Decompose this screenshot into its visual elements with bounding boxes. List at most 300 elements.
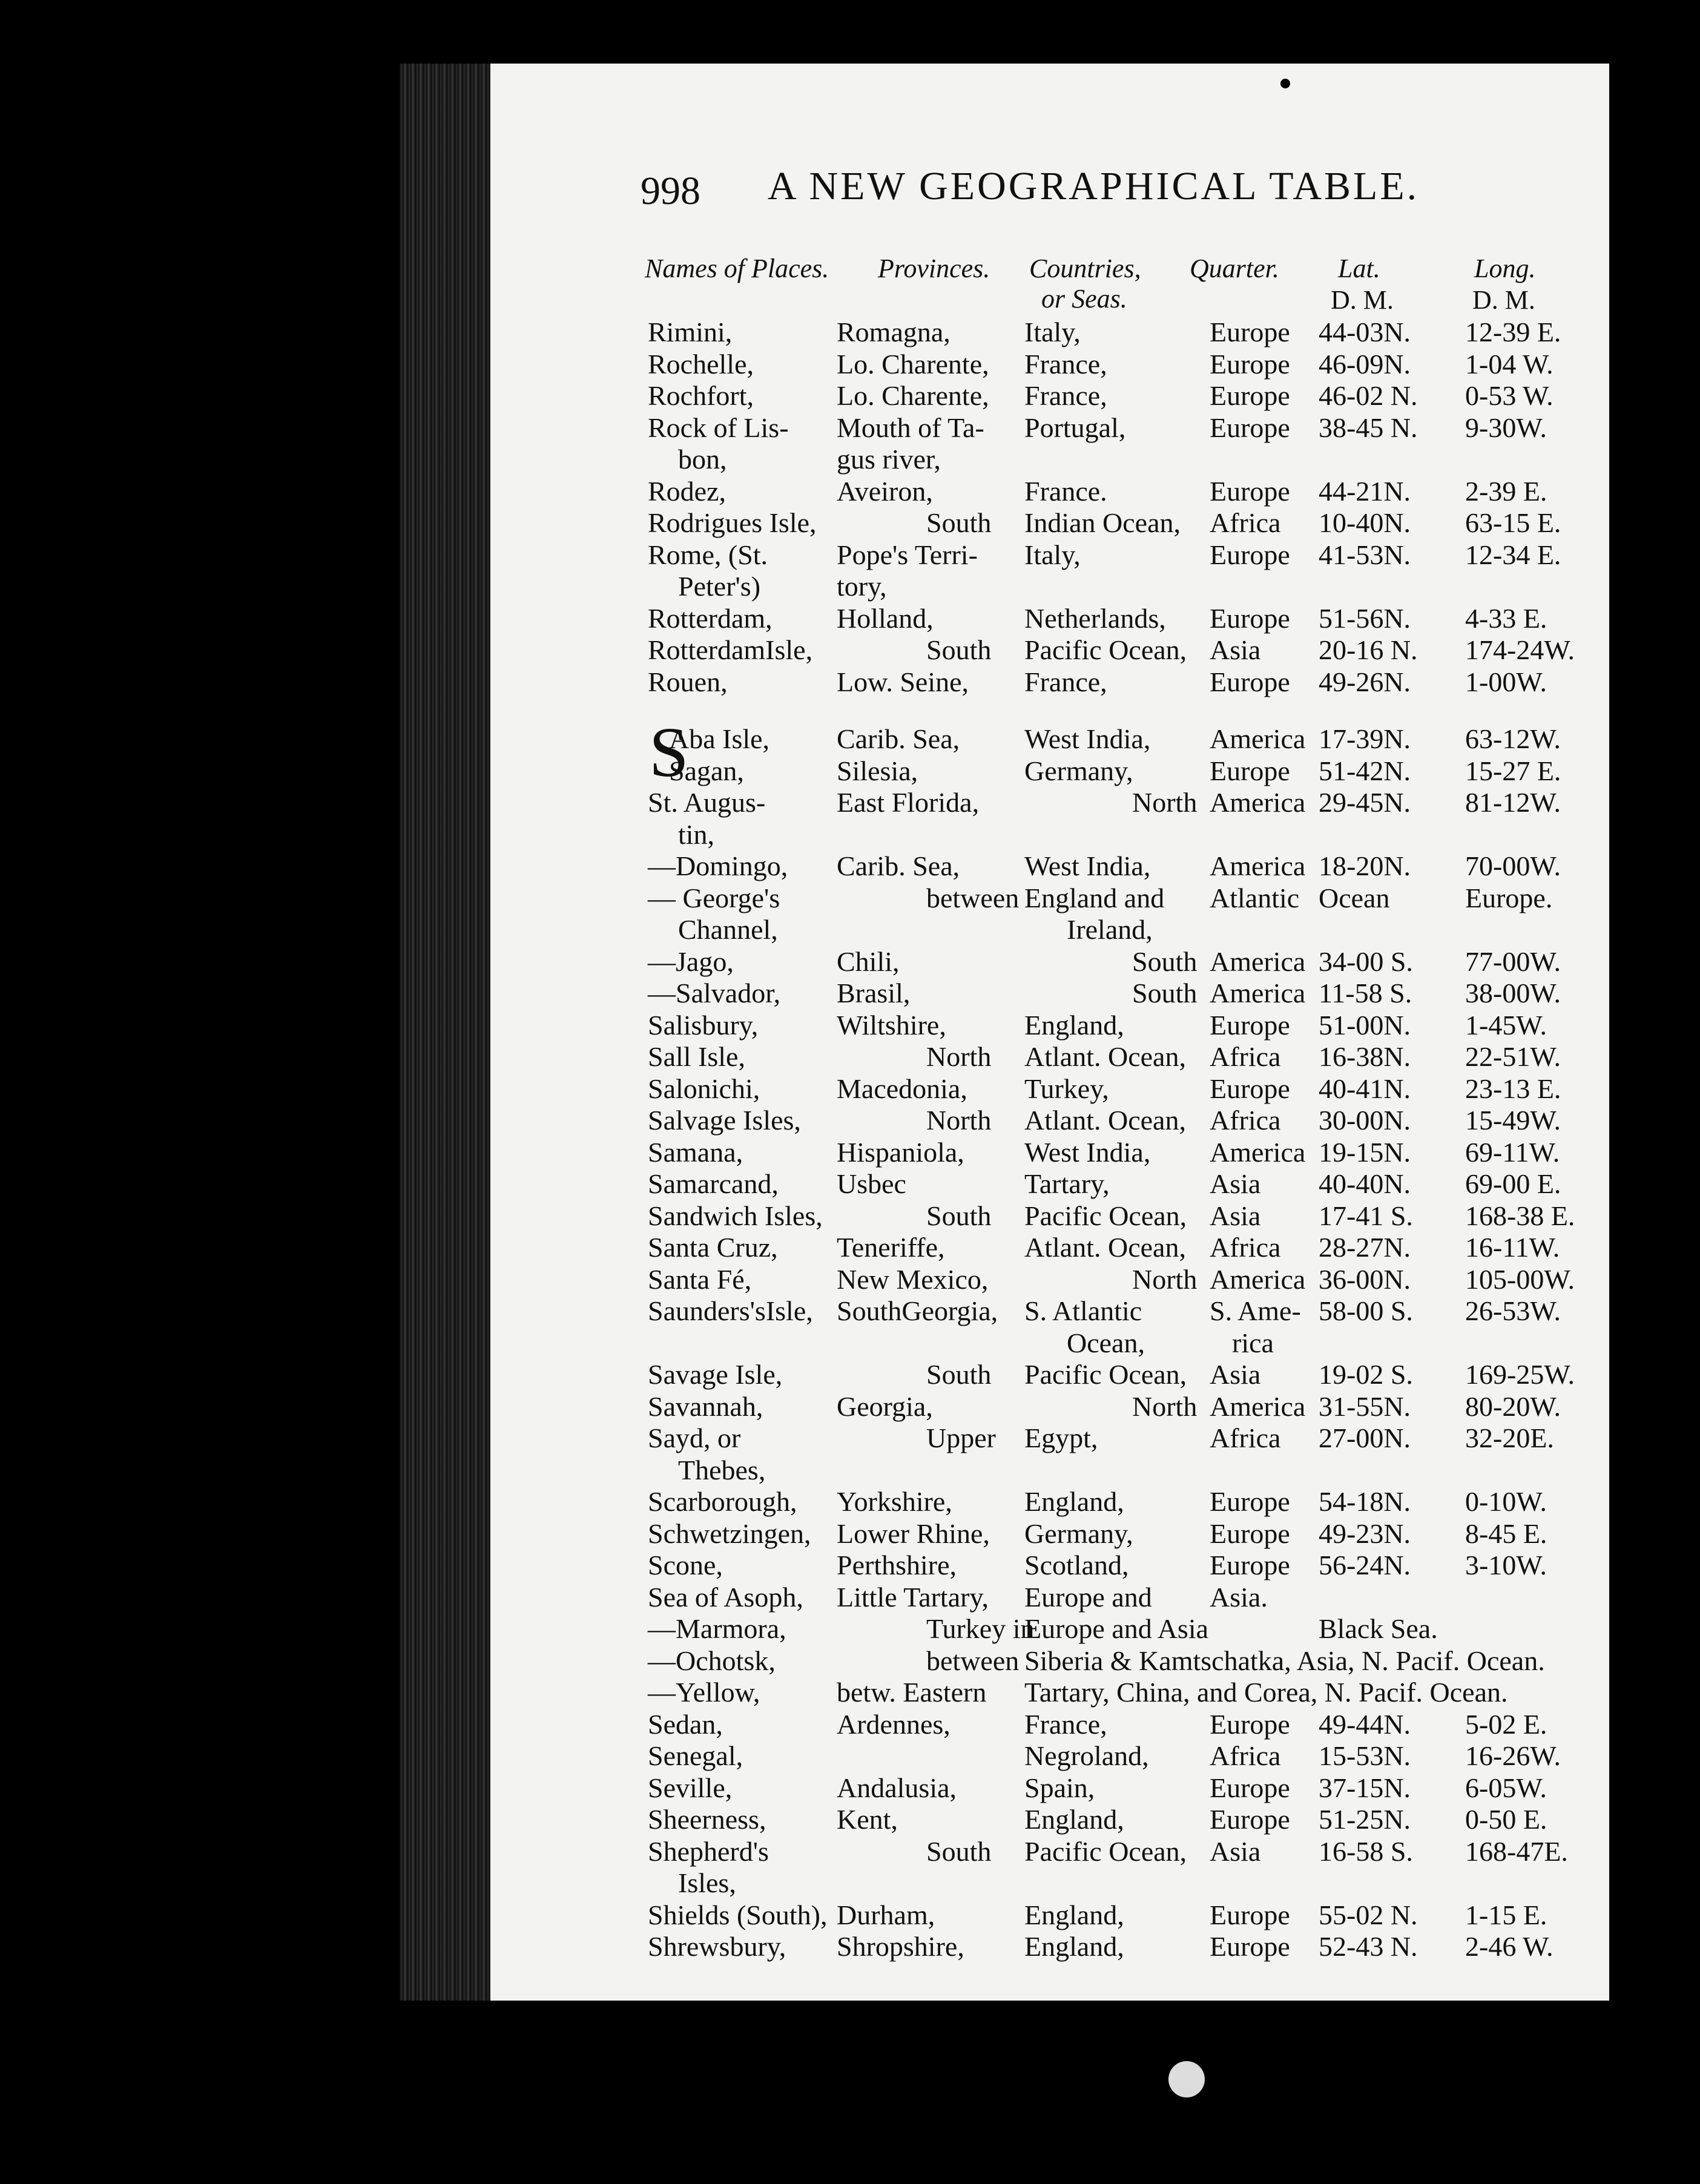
cell-quarter: Europe xyxy=(1210,539,1290,570)
cell-lat: 46-09N. xyxy=(1319,349,1411,380)
cell-quarter: Asia xyxy=(1210,634,1261,665)
cell-province: Mouth of Ta- xyxy=(837,412,984,443)
table-row xyxy=(0,348,1700,381)
cell-long: 0-50 E. xyxy=(1465,1804,1547,1835)
cell-place: Rock of Lis- xyxy=(648,412,789,443)
table-row xyxy=(0,380,1700,412)
table-row xyxy=(0,1835,1700,1868)
table-row xyxy=(0,1485,1700,1518)
cell-country: France, xyxy=(1024,1709,1107,1740)
cell-province: betw. Eastern xyxy=(837,1677,987,1708)
cell-place: Salvage Isles, xyxy=(648,1105,801,1136)
cell-place: Aba Isle, xyxy=(669,723,770,754)
cell-long: 169-25W. xyxy=(1465,1359,1575,1390)
cell-long: 1-04 W. xyxy=(1465,349,1553,380)
cell-province: South xyxy=(926,634,992,665)
cell-province: Georgia, xyxy=(837,1391,933,1422)
cell-lat: 38-45 N. xyxy=(1319,412,1418,443)
cell-place: Rochelle, xyxy=(648,349,754,380)
cell-place: Rotterdam, xyxy=(648,603,773,634)
cell-long: 81-12W. xyxy=(1465,787,1561,818)
cell-lat: 40-41N. xyxy=(1319,1073,1411,1104)
table-row xyxy=(0,786,1700,819)
cell-lat: 44-21N. xyxy=(1319,476,1411,507)
cell-country: Germany, xyxy=(1024,1518,1133,1549)
cell-country: Germany, xyxy=(1024,755,1133,786)
cell-lat: 20-16 N. xyxy=(1319,634,1418,665)
cell-province: Pope's Terri- xyxy=(837,539,978,570)
cell-quarter: Europe xyxy=(1210,380,1290,411)
cell-lat: 16-58 S. xyxy=(1319,1836,1413,1867)
cell-place: Channel, xyxy=(678,914,778,945)
cell-lat: 16-38N. xyxy=(1319,1041,1411,1072)
cell-place: —Salvador, xyxy=(648,978,781,1008)
cell-place: Seville, xyxy=(648,1772,733,1803)
cell-lat: 52-43 N. xyxy=(1319,1931,1418,1962)
cell-place: Savage Isle, xyxy=(648,1359,783,1390)
cell-lat: 18-20N. xyxy=(1319,850,1411,881)
cell-quarter: America xyxy=(1210,787,1306,818)
cell-quarter: Asia xyxy=(1210,1359,1261,1390)
cell-province: Perthshire, xyxy=(837,1550,957,1580)
cell-province: South xyxy=(926,1200,992,1231)
cell-place: Santa Cruz, xyxy=(648,1232,778,1263)
cell-long: 16-11W. xyxy=(1465,1232,1560,1263)
cell-place: Rouen, xyxy=(648,666,728,697)
cell-lat: 17-41 S. xyxy=(1319,1200,1413,1231)
header-countries-2: or Seas. xyxy=(1041,284,1127,314)
cell-place: Isles, xyxy=(678,1867,736,1898)
table-row xyxy=(0,666,1700,699)
cell-province: gus river, xyxy=(837,444,941,475)
cell-country: Scotland, xyxy=(1024,1550,1129,1580)
cell-lat: 58-00 S. xyxy=(1319,1295,1413,1326)
cell-province: Holland, xyxy=(837,603,934,634)
cell-quarter: America xyxy=(1210,978,1306,1008)
cell-province: Lo. Charente, xyxy=(837,349,989,380)
cell-quarter: America xyxy=(1210,1264,1306,1295)
table-row xyxy=(0,1104,1700,1137)
cell-quarter: Africa xyxy=(1210,1423,1281,1453)
cell-lat: 49-23N. xyxy=(1319,1518,1411,1549)
cell-long: 168-47E. xyxy=(1465,1836,1568,1867)
cell-lat: 51-42N. xyxy=(1319,755,1411,786)
cell-long: 168-38 E. xyxy=(1465,1200,1575,1231)
header-long: Long. xyxy=(1474,254,1536,283)
cell-lat: 51-56N. xyxy=(1319,603,1411,634)
table-row xyxy=(0,1295,1700,1327)
cell-country: England, xyxy=(1024,1804,1124,1835)
cell-country: Egypt, xyxy=(1024,1423,1098,1453)
cell-place: RotterdamIsle, xyxy=(648,634,813,665)
cell-quarter: Europe xyxy=(1210,317,1290,347)
cell-place: Scone, xyxy=(648,1550,723,1580)
cell-place: Samarcand, xyxy=(648,1168,779,1199)
cell-place: Rochfort, xyxy=(648,380,754,411)
table-row xyxy=(0,818,1700,851)
table-row xyxy=(0,1930,1700,1963)
table-row xyxy=(0,1549,1700,1582)
cell-quarter: Europe xyxy=(1210,1010,1290,1041)
cell-country: Italy, xyxy=(1024,317,1081,347)
cell-quarter: Africa xyxy=(1210,1740,1281,1771)
cell-long: 22-51W. xyxy=(1465,1041,1561,1072)
table-row xyxy=(0,1231,1700,1264)
table-row xyxy=(0,1168,1700,1200)
cell-country: Italy, xyxy=(1024,539,1081,570)
cell-province: Romagna, xyxy=(837,317,950,347)
cell-long: 70-00W. xyxy=(1465,850,1561,881)
cell-quarter: Europe xyxy=(1210,1899,1290,1930)
cell-place: Salisbury, xyxy=(648,1010,759,1041)
cell-country: France, xyxy=(1024,380,1107,411)
cell-place: Santa Fé, xyxy=(648,1264,752,1295)
cell-quarter: Asia xyxy=(1210,1168,1261,1199)
cell-quarter: Europe xyxy=(1210,1073,1290,1104)
cell-lat: 46-02 N. xyxy=(1319,380,1418,411)
table-row xyxy=(0,946,1700,978)
cell-country: Tartary, xyxy=(1024,1168,1110,1199)
cell-lat: 10-40N. xyxy=(1319,507,1411,538)
drop-cap: S xyxy=(649,712,689,792)
cell-country: England and xyxy=(1024,883,1165,913)
cell-long: 0-53 W. xyxy=(1465,380,1553,411)
cell-lat: 31-55N. xyxy=(1319,1391,1411,1422)
cell-long: 15-27 E. xyxy=(1465,755,1561,786)
cell-lat: 41-53N. xyxy=(1319,539,1411,570)
running-head: A NEW GEOGRAPHICAL TABLE. xyxy=(768,164,1420,208)
cell-lat: 19-02 S. xyxy=(1319,1359,1413,1390)
cell-country: South xyxy=(1132,978,1198,1008)
cell-lat: 28-27N. xyxy=(1319,1232,1411,1263)
table-row xyxy=(0,539,1700,571)
cell-long: 32-20E. xyxy=(1465,1423,1554,1453)
cell-long: 12-34 E. xyxy=(1465,539,1561,570)
cell-province: Durham, xyxy=(837,1899,935,1930)
cell-province: North xyxy=(926,1105,992,1136)
cell-province: New Mexico, xyxy=(837,1264,989,1295)
cell-quarter: Atlantic xyxy=(1210,883,1300,913)
table-row xyxy=(0,1518,1700,1550)
table-row xyxy=(0,1422,1700,1455)
cell-lat: 34-00 S. xyxy=(1319,946,1413,977)
cell-province: tory, xyxy=(837,571,887,602)
cell-place: Rodez, xyxy=(648,476,726,507)
cell-lat: 56-24N. xyxy=(1319,1550,1411,1580)
cell-country: Portugal, xyxy=(1024,412,1126,443)
cell-lat: 37-15N. xyxy=(1319,1772,1411,1803)
cell-long: 1-15 E. xyxy=(1465,1899,1547,1930)
cell-province: Chili, xyxy=(837,946,900,977)
cell-country: S. Atlantic xyxy=(1024,1295,1142,1326)
table-row xyxy=(0,634,1700,666)
table-row xyxy=(0,755,1700,788)
cell-quarter: America xyxy=(1210,723,1306,754)
table-row xyxy=(0,1803,1700,1836)
table-row xyxy=(0,475,1700,508)
cell-quarter: Europe xyxy=(1210,476,1290,507)
cell-long: 2-39 E. xyxy=(1465,476,1547,507)
table-row xyxy=(0,1867,1700,1899)
cell-quarter: America xyxy=(1210,850,1306,881)
cell-province: Teneriffe, xyxy=(837,1232,945,1263)
cell-province: Andalusia, xyxy=(837,1772,957,1803)
cell-country: North xyxy=(1132,1264,1198,1295)
header-names: Names of Places. xyxy=(645,254,829,283)
cell-country: Spain, xyxy=(1024,1772,1095,1803)
cell-long: 1-00W. xyxy=(1465,666,1547,697)
cell-country: Ocean, xyxy=(1067,1327,1145,1358)
cell-long: 15-49W. xyxy=(1465,1105,1561,1136)
cell-place: Saunders'sIsle, xyxy=(648,1295,813,1326)
cell-place: Savannah, xyxy=(648,1391,763,1422)
cell-place: Sedan, xyxy=(648,1709,723,1740)
cell-lat: 51-25N. xyxy=(1319,1804,1411,1835)
cell-province: Silesia, xyxy=(837,755,918,786)
cell-province: Carib. Sea, xyxy=(837,723,960,754)
cell-quarter: Asia xyxy=(1210,1200,1261,1231)
cell-place: Shrewsbury, xyxy=(648,1931,786,1962)
cell-quarter: Europe xyxy=(1210,1772,1290,1803)
cell-quarter: Europe xyxy=(1210,1931,1290,1962)
cell-place: St. Augus- xyxy=(648,787,766,818)
table-row xyxy=(0,1613,1700,1645)
cell-province: South xyxy=(926,507,992,538)
cell-lat: 19-15N. xyxy=(1319,1137,1411,1168)
cell-quarter: Europe xyxy=(1210,666,1290,697)
cell-place: —Yellow, xyxy=(648,1677,760,1708)
table-row xyxy=(0,1136,1700,1169)
table-row xyxy=(0,1200,1700,1232)
cell-country: Tartary, China, and Corea, N. Pacif. Ocean. xyxy=(1024,1677,1508,1708)
cell-place: Rome, (St. xyxy=(648,539,768,570)
cell-country: England, xyxy=(1024,1899,1124,1930)
cell-country: Indian Ocean, xyxy=(1024,507,1181,538)
cell-long: 2-46 W. xyxy=(1465,1931,1553,1962)
cell-quarter: rica xyxy=(1232,1327,1274,1358)
cell-province: Hispaniola, xyxy=(837,1137,964,1168)
table-row xyxy=(0,1676,1700,1709)
table-row xyxy=(0,1073,1700,1105)
header-lat-units: D. M. xyxy=(1331,285,1394,315)
cell-province: Wiltshire, xyxy=(837,1010,946,1041)
cell-place: —Ochotsk, xyxy=(648,1645,776,1676)
cell-province: South xyxy=(926,1836,992,1867)
cell-long: 4-33 E. xyxy=(1465,603,1547,634)
cell-country: Europe and Asia xyxy=(1024,1613,1209,1644)
cell-place: Sheerness, xyxy=(648,1804,766,1835)
cell-long: 63-15 E. xyxy=(1465,507,1561,538)
table-row xyxy=(0,1708,1700,1741)
cell-country: Pacific Ocean, xyxy=(1024,1359,1187,1390)
cell-lat: 54-18N. xyxy=(1319,1486,1411,1517)
cell-long: 3-10W. xyxy=(1465,1550,1547,1580)
cell-place: —Jago, xyxy=(648,946,734,977)
table-row xyxy=(0,316,1700,349)
cell-long: 23-13 E. xyxy=(1465,1073,1561,1104)
cell-place: Rodrigues Isle, xyxy=(648,507,817,538)
table-row xyxy=(0,1740,1700,1772)
cell-lat: 49-44N. xyxy=(1319,1709,1411,1740)
cell-lat: 27-00N. xyxy=(1319,1423,1411,1453)
cell-long: 16-26W. xyxy=(1465,1740,1561,1771)
cell-place: Shepherd's xyxy=(648,1836,769,1867)
table-row xyxy=(0,1581,1700,1614)
cell-country: Ireland, xyxy=(1067,914,1153,945)
cell-long: 38-00W. xyxy=(1465,978,1561,1008)
cell-province: Macedonia, xyxy=(837,1073,967,1104)
table-row xyxy=(0,913,1700,946)
cell-lat: 44-03N. xyxy=(1319,317,1411,347)
cell-place: —Marmora, xyxy=(648,1613,786,1644)
cell-province: Lo. Charente, xyxy=(837,380,989,411)
cell-lat: 40-40N. xyxy=(1319,1168,1411,1199)
cell-lat: 17-39N. xyxy=(1319,723,1411,754)
cell-country: England, xyxy=(1024,1486,1124,1517)
cell-country: Atlant. Ocean, xyxy=(1024,1105,1186,1136)
cell-quarter: Europe xyxy=(1210,755,1290,786)
cell-long: 6-05W. xyxy=(1465,1772,1547,1803)
cell-long: 1-45W. xyxy=(1465,1010,1547,1041)
cell-place: —Domingo, xyxy=(648,850,788,881)
cell-place: Sall Isle, xyxy=(648,1041,745,1072)
table-row xyxy=(0,602,1700,635)
cell-quarter: America xyxy=(1210,1137,1306,1168)
cell-place: Scarborough, xyxy=(648,1486,797,1517)
header-long-units: D. M. xyxy=(1472,285,1535,315)
cell-long: 69-11W. xyxy=(1465,1137,1560,1168)
cell-place: Salonichi, xyxy=(648,1073,760,1104)
cell-lat: 36-00N. xyxy=(1319,1264,1411,1295)
cell-country: Negroland, xyxy=(1024,1740,1149,1771)
cell-place: tin, xyxy=(678,819,715,850)
cell-province: between xyxy=(926,883,1020,913)
cell-quarter: Africa xyxy=(1210,1232,1281,1263)
cell-long: 12-39 E. xyxy=(1465,317,1561,347)
cell-quarter: Europe xyxy=(1210,412,1290,443)
cell-country: Pacific Ocean, xyxy=(1024,1200,1187,1231)
cell-province: North xyxy=(926,1041,992,1072)
table-row xyxy=(0,1899,1700,1932)
cell-province: East Florida, xyxy=(837,787,980,818)
cell-place: Schwetzingen, xyxy=(648,1518,811,1549)
cell-country: France. xyxy=(1024,476,1107,507)
cell-quarter: Europe xyxy=(1210,1804,1290,1835)
cell-place: Peter's) xyxy=(678,571,761,602)
cell-long: 0-10W. xyxy=(1465,1486,1547,1517)
cell-place: Sandwich Isles, xyxy=(648,1200,823,1231)
cell-long: 5-02 E. xyxy=(1465,1709,1547,1740)
table-row xyxy=(0,1772,1700,1804)
cell-province: Brasil, xyxy=(837,978,911,1008)
cell-long: 26-53W. xyxy=(1465,1295,1561,1326)
table-row xyxy=(0,882,1700,915)
cell-quarter: Europe xyxy=(1210,1518,1290,1549)
table-row xyxy=(0,1645,1700,1677)
cell-long: 63-12W. xyxy=(1465,723,1561,754)
table-row xyxy=(0,412,1700,444)
table-row xyxy=(0,1263,1700,1296)
cell-province: Carib. Sea, xyxy=(837,850,960,881)
cell-long: 69-00 E. xyxy=(1465,1168,1561,1199)
cell-province: Little Tartary, xyxy=(837,1582,989,1613)
table-row xyxy=(0,1041,1700,1073)
cell-quarter: S. Ame- xyxy=(1210,1295,1301,1326)
cell-lat: 30-00N. xyxy=(1319,1105,1411,1136)
cell-province: Shropshire, xyxy=(837,1931,964,1962)
cell-lat: Black Sea. xyxy=(1319,1613,1438,1644)
cell-lat: 49-26N. xyxy=(1319,666,1411,697)
table-row xyxy=(0,723,1700,755)
cell-long: 80-20W. xyxy=(1465,1391,1561,1422)
cell-place: Rimini, xyxy=(648,317,733,347)
cell-long: 9-30W. xyxy=(1465,412,1547,443)
cell-country: Europe and xyxy=(1024,1582,1152,1613)
cell-lat: 11-58 S. xyxy=(1319,978,1412,1008)
header-provinces: Provinces. xyxy=(878,254,990,283)
table-row xyxy=(0,570,1700,603)
table-row xyxy=(0,850,1700,883)
cell-quarter: Europe xyxy=(1210,349,1290,380)
table-row xyxy=(0,977,1700,1010)
cell-country: West India, xyxy=(1024,850,1151,881)
cell-place: Thebes, xyxy=(678,1455,766,1485)
cell-country: West India, xyxy=(1024,723,1151,754)
cell-country: Pacific Ocean, xyxy=(1024,634,1187,665)
cell-lat: 51-00N. xyxy=(1319,1010,1411,1041)
table-row xyxy=(0,507,1700,539)
table-row xyxy=(0,443,1700,476)
cell-long: 77-00W. xyxy=(1465,946,1561,977)
table-row xyxy=(0,1390,1700,1423)
table-row xyxy=(0,1327,1700,1360)
cell-province: Lower Rhine, xyxy=(837,1518,990,1549)
cell-country: North xyxy=(1132,787,1198,818)
cell-quarter: Africa xyxy=(1210,1041,1281,1072)
cell-place: Senegal, xyxy=(648,1740,743,1771)
cell-country: Netherlands, xyxy=(1024,603,1166,634)
cell-place: Sayd, or xyxy=(648,1423,741,1453)
cell-place: Shields (South), xyxy=(648,1899,828,1930)
header-countries: Countries, xyxy=(1029,254,1141,283)
cell-province: Upper xyxy=(926,1423,996,1453)
cell-country: Atlant. Ocean, xyxy=(1024,1041,1186,1072)
cell-province: between xyxy=(926,1645,1020,1676)
cell-place: Sea of Asoph, xyxy=(648,1582,803,1613)
cell-long: Europe. xyxy=(1465,883,1553,913)
table-row xyxy=(0,1009,1700,1042)
cell-long: 105-00W. xyxy=(1465,1264,1575,1295)
cell-country: Siberia & Kamtschatka, Asia, N. Pacif. Ocean. xyxy=(1024,1645,1545,1676)
cell-quarter: Asia. xyxy=(1210,1582,1268,1613)
cell-lat: Ocean xyxy=(1319,883,1390,913)
cell-province: Usbec xyxy=(837,1168,906,1199)
cell-quarter: Europe xyxy=(1210,1486,1290,1517)
cell-lat: 55-02 N. xyxy=(1319,1899,1418,1930)
cell-province: Kent, xyxy=(837,1804,898,1835)
cell-country: North xyxy=(1132,1391,1198,1422)
cell-lat: 29-45N. xyxy=(1319,787,1411,818)
cell-long: 8-45 E. xyxy=(1465,1518,1547,1549)
cell-country: Atlant. Ocean, xyxy=(1024,1232,1186,1263)
cell-province: South xyxy=(926,1359,992,1390)
cell-country: France, xyxy=(1024,666,1107,697)
cell-country: Pacific Ocean, xyxy=(1024,1836,1187,1867)
cell-quarter: Africa xyxy=(1210,507,1281,538)
cell-country: France, xyxy=(1024,349,1107,380)
cell-province: Ardennes, xyxy=(837,1709,950,1740)
cell-country: West India, xyxy=(1024,1137,1151,1168)
